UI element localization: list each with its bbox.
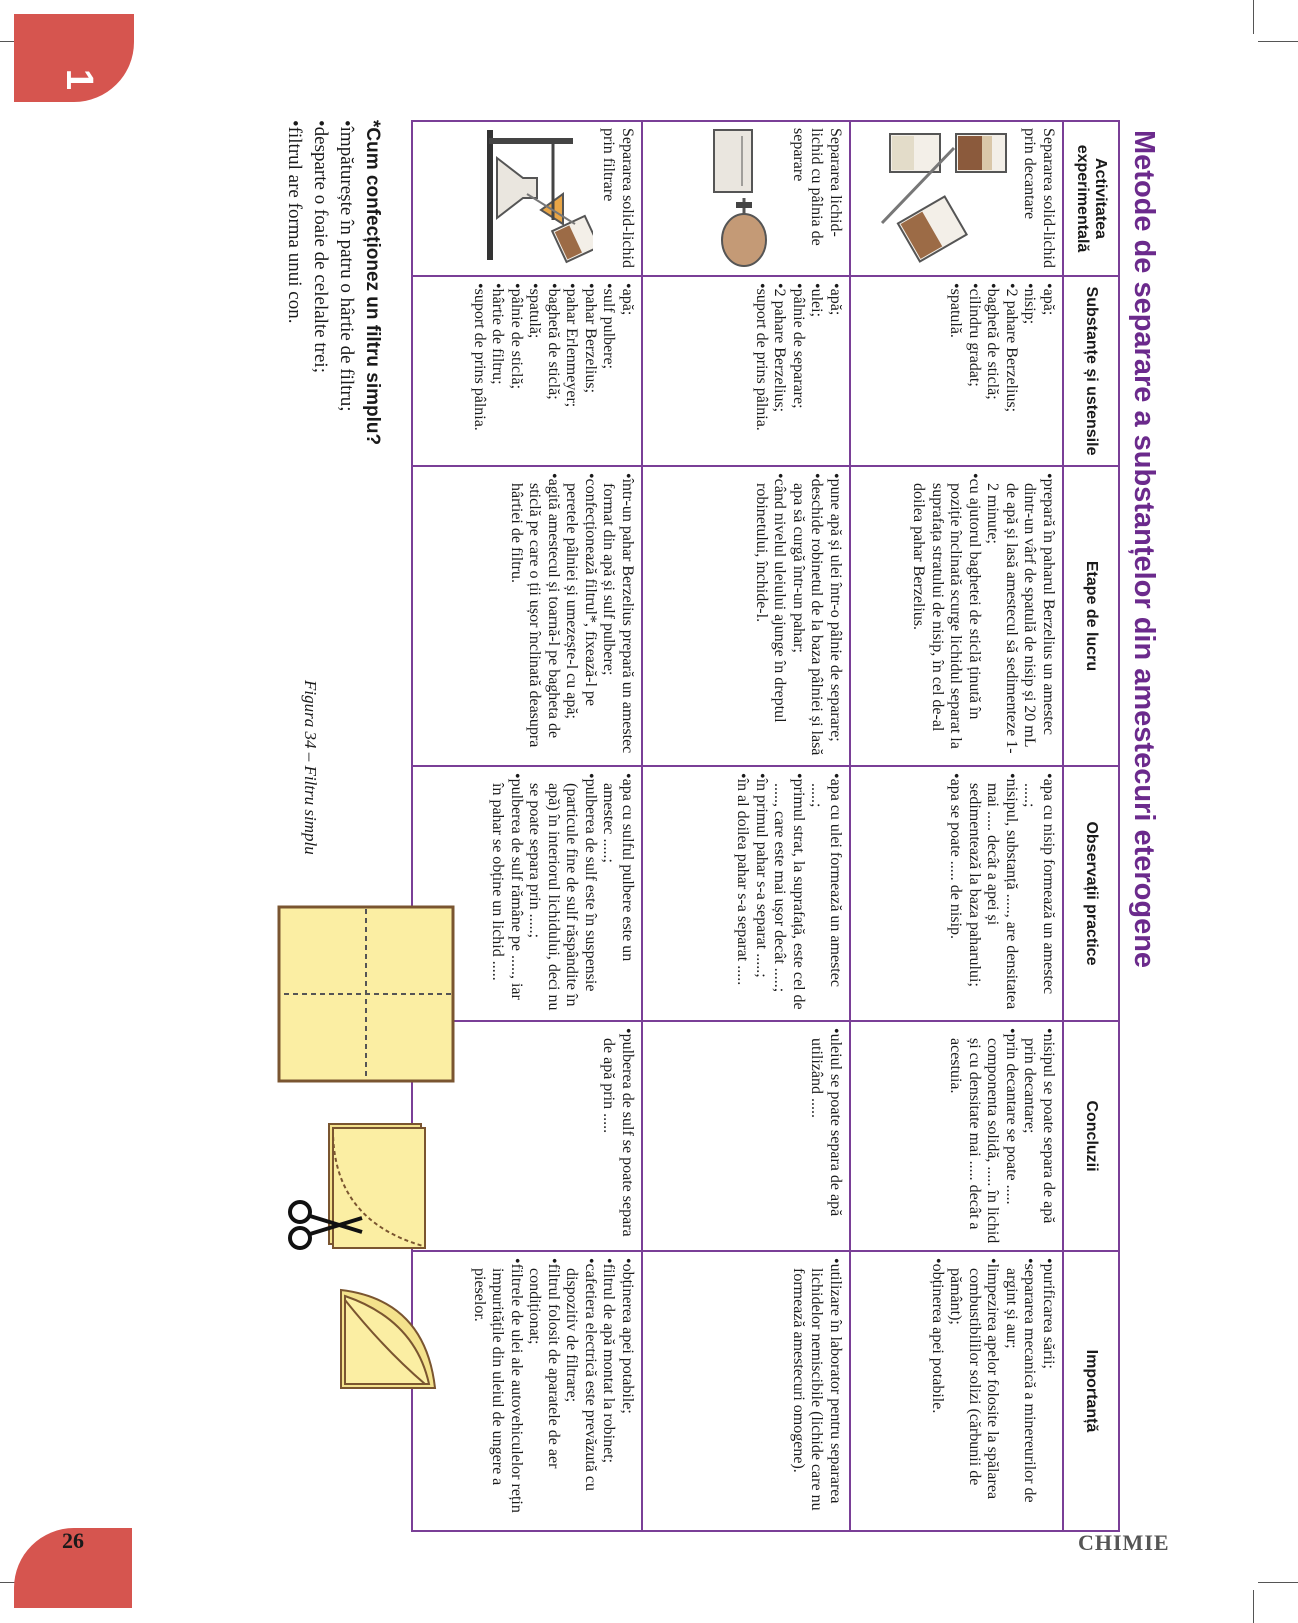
list-item: • nisip; (1020, 283, 1039, 459)
list-item: • prepară în paharul Berzelius un amestec dintr-un vârf de spatulă de nisip și 20 mL de apă și lasă amestecul să sedimenteze 1-2 minute; (983, 473, 1057, 759)
list-item: • pâlnie de sticlă; (507, 283, 526, 459)
crop-mark (1253, 0, 1254, 34)
list-item: • pulberea de sulf se poate separa de apă prin ..... (599, 1028, 636, 1244)
methods-table (411, 120, 1120, 1532)
activity-cell (642, 121, 850, 276)
list-item: • împăturește în patru o hârtie de filtru; (333, 120, 359, 940)
bullet-list (599, 1028, 636, 1244)
crop-mark (1258, 41, 1298, 42)
bullet-list (752, 283, 845, 459)
observations-cell (642, 766, 850, 1021)
list-item: • confecționează filtrul*, fixează-l pe peretele pâlniei și umezește-l cu apă; (562, 473, 599, 759)
list-item: • filtrele de ulei ale autovehiculelor rețin impuritățile din uleiul de ungere a pieselor. (470, 1258, 526, 1524)
list-item: • 2 pahare Berzelius; (770, 283, 789, 459)
header-steps: Etape de lucru (1063, 466, 1119, 766)
list-item: • pâlnie de separare; (789, 283, 808, 459)
list-item: • apă; (826, 283, 845, 459)
scissors-icon (280, 1190, 370, 1260)
table-row (412, 121, 642, 1531)
bullet-list (733, 773, 844, 1014)
bullet-list (470, 283, 637, 459)
list-item: • obținerea apei potabile. (928, 1258, 947, 1524)
bullet-list (946, 773, 1057, 1014)
list-item: • ulei; (807, 283, 826, 459)
bullet-list (752, 473, 845, 759)
list-item: • pulberea de sulf este în suspensie (particule fine de sulf răspândite în apă) în interiorul lichidului, deci nu se poate separa prin .....; (525, 773, 599, 1014)
list-item: • apa se poate ..... de nisip. (946, 773, 965, 1014)
header-conclusions: Concluzii (1063, 1021, 1119, 1251)
bullet-list (909, 473, 1057, 759)
materials-cell (850, 276, 1063, 466)
bullet-list (789, 1258, 845, 1524)
conclusions-cell (642, 1021, 850, 1251)
list-item: • cafetiera electrică este prevăzută cu dispozitiv de filtrare; (562, 1258, 599, 1524)
bullet-list (470, 1258, 637, 1524)
list-item: • cilindru gradat; (965, 283, 984, 459)
list-item: • agită amestecul și toarnă-l pe bagheta de sticlă pe care o ții ușor înclinată deasupra hârtiei de filtru. (507, 473, 563, 759)
list-item: • pahar Berzelius; (581, 283, 600, 459)
list-item: • sulf pulbere; (599, 283, 618, 459)
materials-cell (412, 276, 642, 466)
separatory-funnel-illustration (703, 128, 783, 268)
filtration-illustration (473, 128, 593, 268)
list-item: • nisipul, substanță ....., are densitatea mai ..... decât a apei și sedimentează la baza paharului; (965, 773, 1021, 1014)
list-item: • uleiul se poate separa de apă utilizând ..... (807, 1028, 844, 1244)
filter-cone (325, 1280, 445, 1400)
list-item: • desparte o foaie de celelalte trei; (307, 120, 333, 940)
list-item: • baghetă de sticlă; (983, 283, 1002, 459)
list-item: • deschide robinetul de la baza pâlniei și lasă apa să curgă într-un pahar; (789, 473, 826, 759)
table-row (850, 121, 1063, 1531)
filter-note (281, 120, 385, 940)
list-item: • filtrul de apă montat la robinet; (599, 1258, 618, 1524)
list-item: • separarea mecanică a minereurilor de argint și aur; (1002, 1258, 1039, 1524)
importance-cell (412, 1251, 642, 1531)
list-item: • nisipul se poate separa de apă prin decantare; (1020, 1028, 1057, 1244)
observations-cell (850, 766, 1063, 1021)
activity-cell (412, 121, 642, 276)
list-item: • prin decantare se poate ..... componenta solidă, ..... în lichid și cu densitate mai ..... decât a acestuia. (946, 1028, 1020, 1244)
bullet-list (807, 1028, 844, 1244)
list-item: • utilizare în laborator pentru separarea lichidelor nemiscibile (lichide care nu formează amestecuri omogene). (789, 1258, 845, 1524)
bullet-list (507, 473, 637, 759)
folded-filter-square (275, 905, 455, 1085)
list-item: • hârtie de filtru; (488, 283, 507, 459)
list-item: • 2 pahare Berzelius; (1002, 283, 1021, 459)
decantation-illustration (874, 128, 1014, 268)
list-item: • în primul pahar s-a separat .....; (752, 773, 771, 1014)
conclusions-cell (850, 1021, 1063, 1251)
list-item: • apă; (618, 283, 637, 459)
footer-title: CHIMIE (1078, 1530, 1170, 1555)
list-item: • primul strat, la suprafață, este cel de ....., care este mai ușor decât .....; (770, 773, 807, 1014)
page-title: Metode de separare a substanțelor din amestecuri eterogene (1128, 130, 1160, 969)
table-header-row (1063, 121, 1119, 1531)
list-item: • apa cu sulful pulbere este un amestec .....; (599, 773, 636, 1014)
bullet-list (488, 773, 636, 1014)
list-item: • pulberea de sulf rămâne pe ....., iar în pahar se obține un lichid ..... (488, 773, 525, 1014)
list-item: • limpezirea apelor folosite la spălarea combustibililor solizi (cărbunii de pământ); (946, 1258, 1002, 1524)
table-row (642, 121, 850, 1531)
bullet-list (281, 120, 359, 940)
list-item: • filtrul are forma unui con. (281, 120, 307, 940)
list-item: • obținerea apei potabile; (618, 1258, 637, 1524)
steps-cell (412, 466, 642, 766)
list-item: • în al doilea pahar s-a separat ..... (733, 773, 752, 1014)
list-item: • când nivelul uleiului ajunge în dreptul robinetului, închide-l. (752, 473, 789, 759)
list-item: • apa cu ulei formează un amestec .....; (807, 773, 844, 1014)
list-item: • baghetă de sticlă; (544, 283, 563, 459)
bullet-list (946, 1028, 1057, 1244)
crop-mark (1258, 1582, 1298, 1583)
filter-note-question: *Cum confecționez un filtru simplu? (362, 120, 383, 446)
header-activity: Activitatea experimentală (1063, 121, 1119, 276)
list-item: • apa cu nisip formează un amestec .....; (1020, 773, 1057, 1014)
steps-cell (850, 466, 1063, 766)
importance-cell (642, 1251, 850, 1531)
list-item: • suport de prins pâlnia. (470, 283, 489, 459)
rotated-content (275, 120, 1160, 1530)
list-item: • pahar Erlenmeyer; (562, 283, 581, 459)
header-importance: Importanță (1063, 1251, 1119, 1531)
list-item: • apă; (1039, 283, 1058, 459)
header-materials: Substanțe și ustensile (1063, 276, 1119, 466)
list-item: • spatulă; (525, 283, 544, 459)
list-item: • într-un pahar Berzelius prepară un amestec format din apă și sulf pulbere; (599, 473, 636, 759)
steps-cell (642, 466, 850, 766)
bullet-list (946, 283, 1057, 459)
materials-cell (642, 276, 850, 466)
list-item: • filtrul folosit de aparatele de aer condiționat; (525, 1258, 562, 1524)
list-item: • spatulă. (946, 283, 965, 459)
list-item: • cu ajutorul baghetei de sticlă ținută în poziție înclinată scurge lichidul separat la suprafața stratului de nisip, în cel de-al doilea pahar Berzelius. (909, 473, 983, 759)
list-item: • pune apă și ulei într-o pâlnie de separare; (826, 473, 845, 759)
crop-mark (1253, 1590, 1254, 1623)
figure-caption: Figura 34 – Filtru simplu (301, 680, 320, 855)
activity-label: Separarea solid-lichid prin decantare (1021, 128, 1057, 268)
bullet-list (928, 1258, 1058, 1524)
activity-label: Separarea solid-lichid prin filtrare (600, 128, 636, 268)
importance-cell (850, 1251, 1063, 1531)
activity-label: Separarea lichid-lichid cu pâlnia de separare (790, 128, 844, 246)
activity-cell (850, 121, 1063, 276)
page-number: 26 (62, 1528, 84, 1553)
header-observations: Observații practice (1063, 766, 1119, 1021)
list-item: • purificarea sării; (1039, 1258, 1058, 1524)
list-item: • suport de prins pâlnia. (752, 283, 771, 459)
chapter-number: 1 (58, 68, 101, 91)
